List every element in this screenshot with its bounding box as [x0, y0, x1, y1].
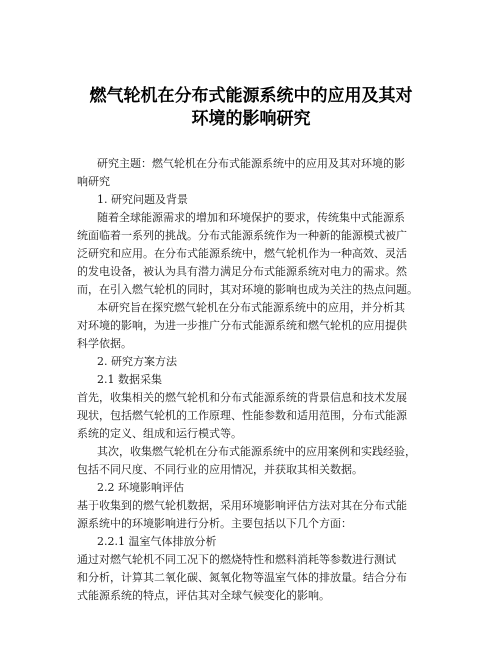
document-title-line-1: 燃气轮机在分布式能源系统中的应用及其对 — [89, 86, 413, 106]
body-line: 和分析，计算其二氧化碳、氮氧化物等温室气体的排放量。结合分布 — [77, 571, 407, 584]
body-line: 系统的定义、组成和运行模式等。 — [77, 427, 242, 440]
body-line: 科学依据。 — [77, 337, 132, 350]
body-line: 对环境的影响，为进一步推广分布式能源系统和燃气轮机的应用提供 — [77, 319, 407, 332]
body-line: 首先，收集相关的燃气轮机和分布式能源系统的背景信息和技术发展 — [77, 391, 407, 404]
body-line: 泛研究和应用。在分布式能源系统中，燃气轮机作为一种高效、灵活 — [77, 247, 407, 260]
body-line: 包括不同尺度、不同行业的应用情况，并获取其相关数据。 — [77, 463, 363, 476]
body-line: 响研究 — [77, 175, 110, 188]
body-line: 式能源系统的特点，评估其对全球气候变化的影响。 — [77, 589, 330, 602]
body-line: 其次，收集燃气轮机在分布式能源系统中的应用案例和实践经验， — [97, 445, 416, 458]
subsection-heading: 2.2.1 温室气体排放分析 — [97, 535, 217, 548]
section-heading: 1. 研究问题及背景 — [97, 193, 188, 206]
body-line: 基于收集到的燃气轮机数据，采用环境影响评估方法对其在分布式能 — [77, 499, 407, 512]
body-line: 现状，包括燃气轮机的工作原理、性能参数和适用范围，分布式能源 — [77, 409, 407, 422]
subsection-heading: 2.1 数据采集 — [97, 373, 162, 386]
body-line: 源系统中的环境影响进行分析。主要包括以下几个方面： — [77, 517, 352, 530]
body-line: 本研究旨在探究燃气轮机在分布式能源系统中的应用，并分析其 — [97, 301, 405, 314]
subsection-heading: 2.2 环境影响评估 — [97, 481, 184, 494]
body-line: 的发电设备，被认为具有潜力满足分布式能源系统对电力的需求。然 — [77, 265, 407, 278]
body-line: 统面临着一系列的挑战。分布式能源系统作为一种新的能源模式被广 — [77, 229, 407, 242]
body-line: 随着全球能源需求的增加和环境保护的要求，传统集中式能源系 — [97, 211, 405, 224]
body-line: 通过对燃气轮机不同工况下的燃烧特性和燃料消耗等参数进行测试 — [77, 553, 396, 566]
document-title-line-2: 环境的影响研究 — [191, 109, 311, 129]
body-line: 研究主题：燃气轮机在分布式能源系统中的应用及其对环境的影 — [97, 157, 405, 170]
body-line: 而，在引入燃气轮机的同时，其对环境的影响也成为关注的热点问题。 — [77, 283, 418, 296]
section-heading: 2. 研究方案方法 — [97, 355, 177, 368]
